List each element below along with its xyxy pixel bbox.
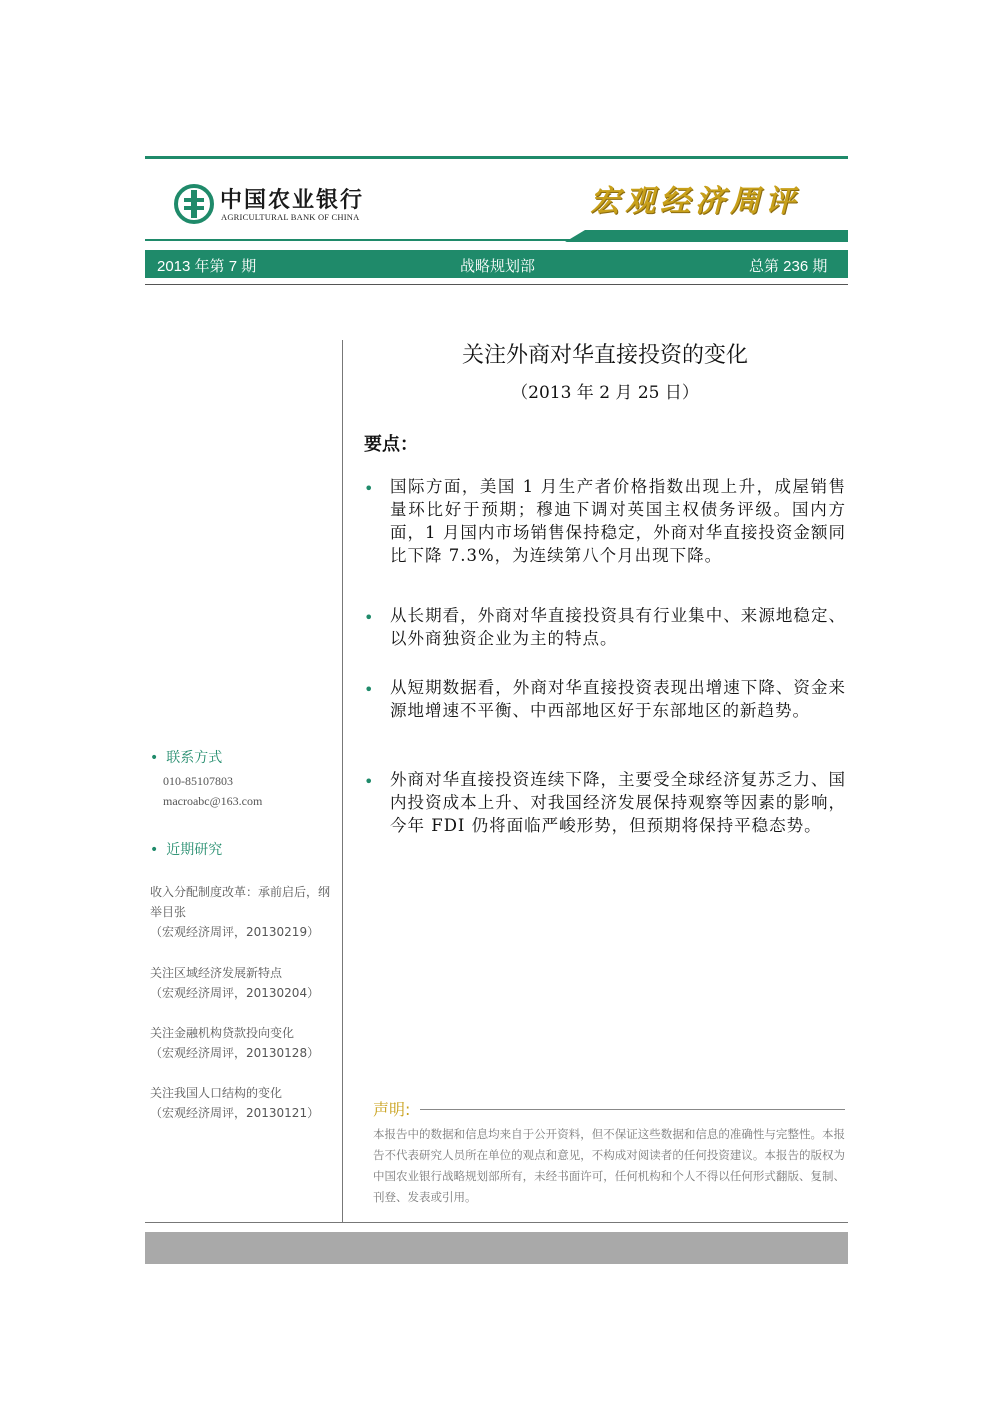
bank-name-cn: 中国农业银行 xyxy=(220,188,365,213)
contact-email[interactable]: macroabc@163.com xyxy=(163,794,263,808)
recent-research-item[interactable] xyxy=(150,882,335,942)
article-date: （2013 年 2 月 25 日） xyxy=(511,383,699,403)
recent-title: 关注金融机构贷款投向变化 xyxy=(150,1026,295,1040)
recent-title: 关注我国人口结构的变化 xyxy=(150,1086,283,1100)
disclaimer-label: 声明: xyxy=(373,1100,411,1119)
abc-logo-icon xyxy=(174,184,214,224)
contact-phone: 010-85107803 xyxy=(163,774,233,788)
department: 战略规划部 xyxy=(460,258,536,275)
recent-research-heading: • 近期研究 xyxy=(150,842,223,858)
recent-title: 关注区域经济发展新特点 xyxy=(150,966,283,980)
recent-title: 收入分配制度改革：承前启后，纲举目张 xyxy=(150,885,331,919)
bank-name-en: AGRICULTURAL BANK OF CHINA xyxy=(221,212,360,222)
contact-heading: • 联系方式 xyxy=(150,750,223,766)
publication-title: 宏观经济周评 xyxy=(590,184,800,219)
disclaimer-rule xyxy=(420,1109,845,1110)
bullet-icon: • xyxy=(364,479,374,498)
footer-bar xyxy=(145,1232,848,1264)
issue-number: 2013 年第 7 期 xyxy=(157,258,257,275)
recent-research-item[interactable] xyxy=(150,963,335,1003)
header-wedge xyxy=(145,226,848,242)
recent-ref: （宏观经济周评，20130204） xyxy=(150,986,320,1000)
recent-ref: （宏观经济周评，20130121） xyxy=(150,1106,320,1120)
column-divider xyxy=(342,340,343,1223)
bullet-icon: • xyxy=(364,772,374,791)
footer-rule xyxy=(145,1222,848,1223)
recent-research-item[interactable] xyxy=(150,1023,335,1063)
issue-info-bar xyxy=(145,250,848,278)
article-title: 关注外商对华直接投资的变化 xyxy=(461,343,748,368)
key-point-text: 从长期看，外商对华直接投资具有行业集中、来源地稳定、以外商独资企业为主的特点。 xyxy=(390,606,846,648)
bullet-icon: • xyxy=(150,750,159,766)
header-top-rule xyxy=(145,156,848,159)
total-issue: 总第 236 期 xyxy=(749,258,828,275)
key-point-text: 外商对华直接投资连续下降，主要受全球经济复苏乏力、国内投资成本上升、对我国经济发展保持观察等因素的影响，今年 FDI 仍将面临严峻形势，但预期将保持平稳态势。 xyxy=(390,770,846,835)
bullet-icon: • xyxy=(150,842,159,858)
key-points-heading: 要点： xyxy=(364,434,418,455)
key-point-text: 从短期数据看，外商对华直接投资表现出增速下降、资金来源地增速不平衡、中西部地区好于东部地区的新趋势。 xyxy=(390,678,846,720)
recent-ref: （宏观经济周评，20130219） xyxy=(150,925,320,939)
key-point-text: 国际方面，美国 1 月生产者价格指数出现上升，成屋销售量环比好于预期；穆迪下调对英国主权债务评级。国内方面，1 月国内市场销售保持稳定，外商对华直接投资金额同比下降 7.3%，为连续第八个月出现下降。 xyxy=(390,477,846,565)
bullet-icon: • xyxy=(364,680,374,699)
bullet-icon: • xyxy=(364,608,374,627)
recent-ref: （宏观经济周评，20130128） xyxy=(150,1046,320,1060)
disclaimer-text: 本报告中的数据和信息均来自于公开资料，但不保证这些数据和信息的准确性与完整性。本报告不代表研究人员所在单位的观点和意见，不构成对阅读者的任何投资建议。本报告的版权为中国农业银行战略规划部所有，未经书面许可，任何机构和个人不得以任何形式翻版、复制、刊登、发表或引用。 xyxy=(373,1127,845,1204)
recent-research-item[interactable] xyxy=(150,1083,335,1123)
header-bottom-rule xyxy=(145,284,848,285)
